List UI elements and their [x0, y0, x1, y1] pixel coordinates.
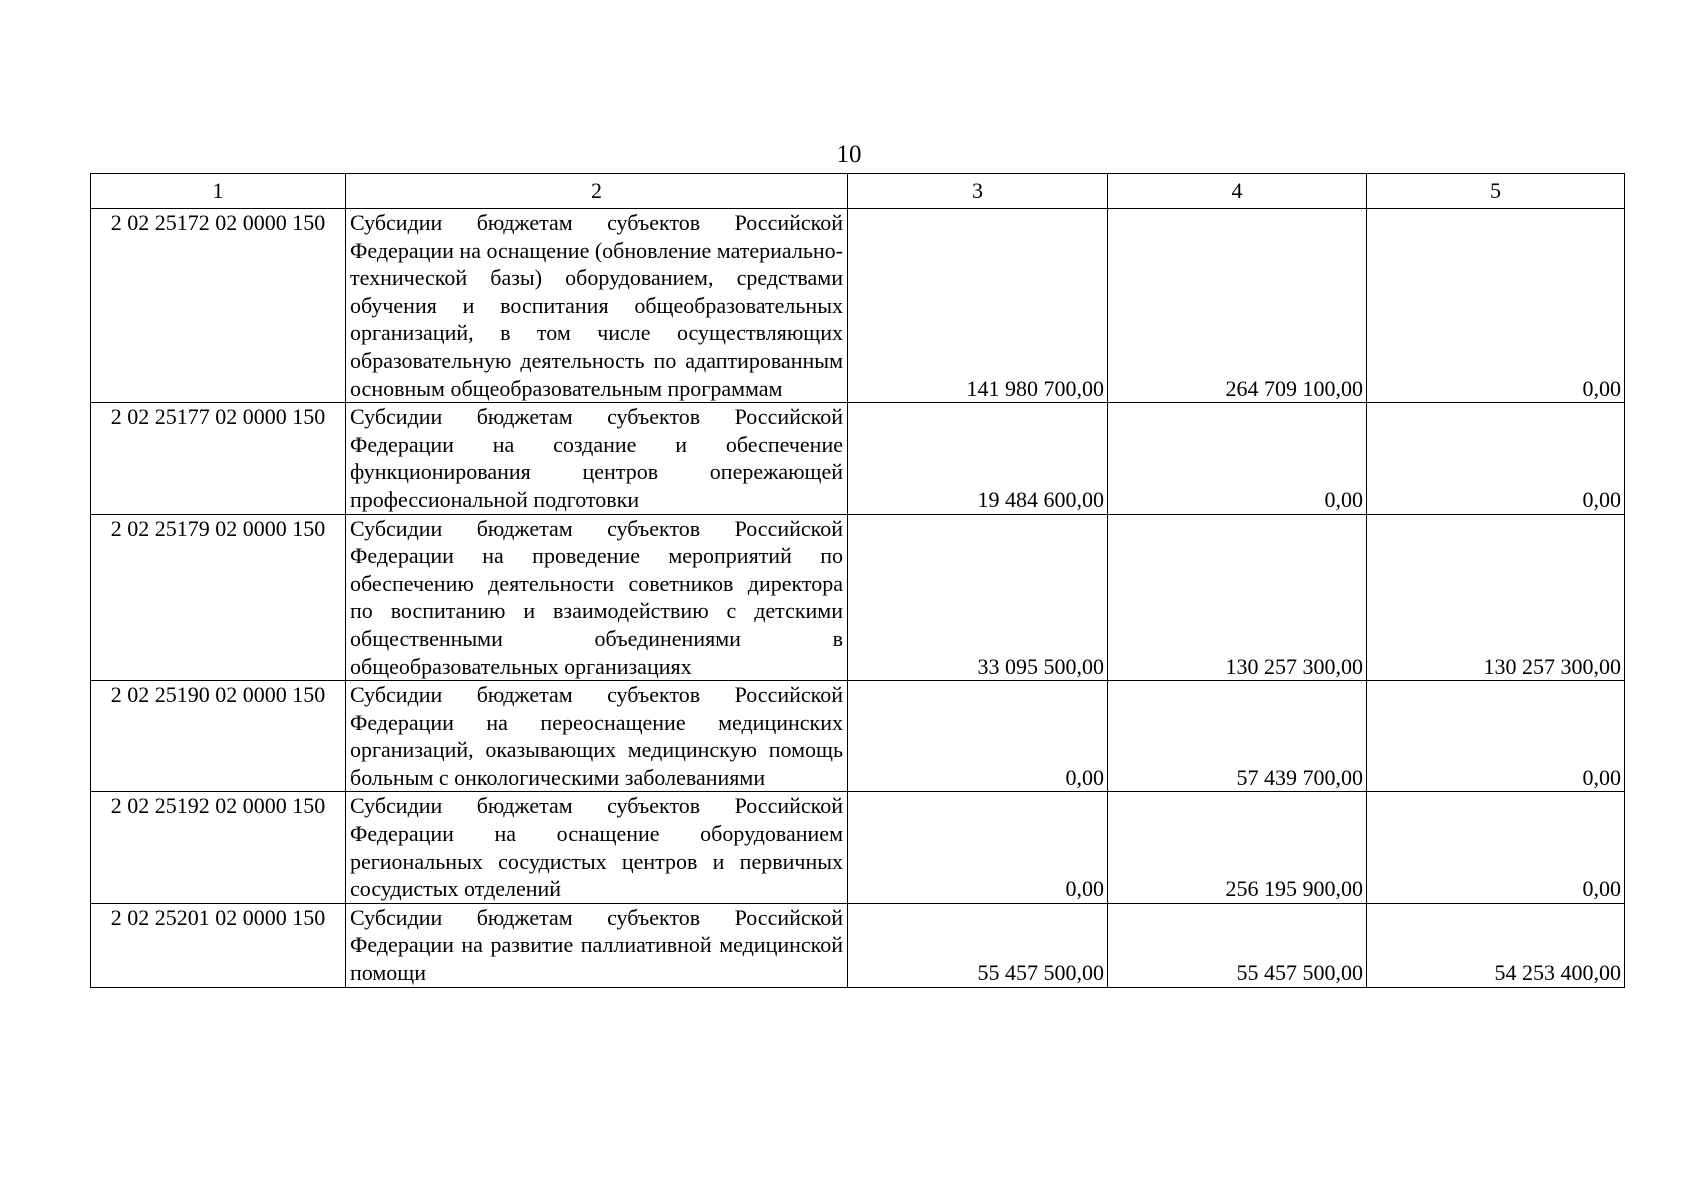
amount-col3: 33 095 500,00	[848, 514, 1108, 681]
table-row	[91, 514, 1625, 681]
column-header: 4	[1108, 174, 1367, 209]
table-header-row	[91, 174, 1625, 209]
row-description: Субсидии бюджетам субъектов Российской Федерации на развитие паллиативной медицинской помощи	[346, 903, 848, 987]
table-row	[91, 903, 1625, 987]
table-row	[91, 792, 1625, 903]
table-row	[91, 681, 1625, 792]
amount-col4: 256 195 900,00	[1108, 792, 1367, 903]
amount-col4: 130 257 300,00	[1108, 514, 1367, 681]
column-header: 3	[848, 174, 1108, 209]
budget-code: 2 02 25177 02 0000 150	[91, 403, 346, 514]
amount-col5: 0,00	[1367, 681, 1625, 792]
amount-col4: 264 709 100,00	[1108, 209, 1367, 403]
amount-col5: 0,00	[1367, 209, 1625, 403]
amount-col4: 57 439 700,00	[1108, 681, 1367, 792]
row-description: Субсидии бюджетам субъектов Российской Федерации на создание и обеспечение функционирования центров опережающей профессиональной подготовки	[346, 403, 848, 514]
budget-code: 2 02 25190 02 0000 150	[91, 681, 346, 792]
amount-col3: 19 484 600,00	[848, 403, 1108, 514]
row-description: Субсидии бюджетам субъектов Российской Федерации на оснащение оборудованием региональных сосудистых центров и первичных сосудистых отделений	[346, 792, 848, 903]
page-number: 10	[836, 141, 862, 168]
amount-col3: 0,00	[848, 681, 1108, 792]
row-description: Субсидии бюджетам субъектов Российской Федерации на оснащение (обновление материально-технической базы) оборудованием, средствами обучения и воспитания общеобразовательных организаций, в том числе осуществляющих образовательную деятельность по адаптированным основным общеобразовательным программам	[346, 209, 848, 403]
amount-col4: 0,00	[1108, 403, 1367, 514]
table-row	[91, 209, 1625, 403]
row-description: Субсидии бюджетам субъектов Российской Федерации на проведение мероприятий по обеспечению деятельности советников директора по воспитанию и взаимодействию с детскими общественными объединениями в общеобразовательных организациях	[346, 514, 848, 681]
column-header: 2	[346, 174, 848, 209]
row-description: Субсидии бюджетам субъектов Российской Федерации на переоснащение медицинских организаций, оказывающих медицинскую помощь больным с онкологическими заболеваниями	[346, 681, 848, 792]
table-row	[91, 403, 1625, 514]
amount-col4: 55 457 500,00	[1108, 903, 1367, 987]
budget-code: 2 02 25179 02 0000 150	[91, 514, 346, 681]
amount-col3: 55 457 500,00	[848, 903, 1108, 987]
amount-col5: 0,00	[1367, 792, 1625, 903]
budget-code: 2 02 25172 02 0000 150	[91, 209, 346, 403]
amount-col5: 130 257 300,00	[1367, 514, 1625, 681]
column-header: 1	[91, 174, 346, 209]
column-header: 5	[1367, 174, 1625, 209]
amount-col3: 0,00	[848, 792, 1108, 903]
budget-table	[90, 173, 1625, 988]
budget-code: 2 02 25192 02 0000 150	[91, 792, 346, 903]
budget-code: 2 02 25201 02 0000 150	[91, 903, 346, 987]
amount-col5: 0,00	[1367, 403, 1625, 514]
amount-col5: 54 253 400,00	[1367, 903, 1625, 987]
amount-col3: 141 980 700,00	[848, 209, 1108, 403]
